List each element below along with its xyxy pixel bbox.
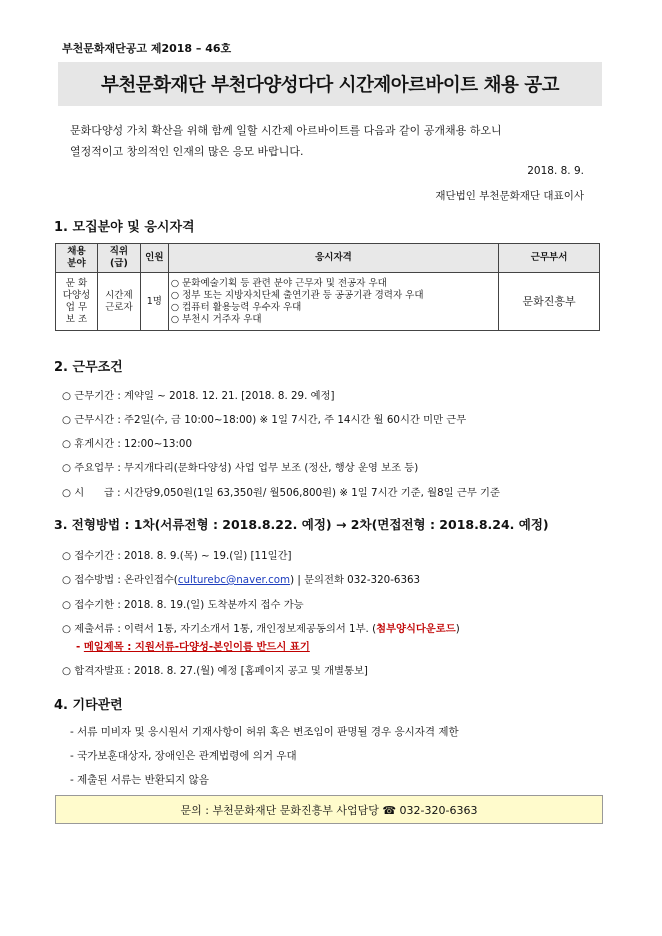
qual-item: ○ 정부 또는 지방자치단체 출연기관 등 공공기관 경력자 우대 [170,289,424,301]
mail-title-note [76,638,310,653]
cell-quals [168,273,498,331]
contact-box: 문의 : 부천문화재단 문화진흥부 사업담당 ☎ 032-320-6363 [55,795,603,824]
email-link[interactable]: culturebc@naver.com [177,574,291,586]
other-item: - 서류 미비자 및 응시원서 기재사항이 허위 혹은 변조임이 판명될 경우 응시자격 제한 [70,726,459,738]
intro-line-1: 문화다양성 가치 확산을 위해 함께 일할 시간제 아르바이트를 다음과 같이 공개채용 하오니 [70,124,502,137]
application-method-prefix: ○ 접수방법 : 온라인접수( [62,574,178,586]
issuer: 재단법인 부천문화재단 대표이사 [435,190,584,202]
mail-title-text: 메일제목 : 지원서류-다양성-본인이름 반드시 표기 [83,641,310,653]
work-hours: ○ 근무시간 : 주2일(수, 금 10:00~18:00) ※ 1일 7시간, 주 14시간 월 60시간 미만 근무 [62,414,467,426]
other-item: - 국가보훈대상자, 장애인은 관계법령에 의거 우대 [70,750,297,762]
application-method [62,571,420,586]
cell-position: 시간제 근로자 [97,273,140,331]
col-header-position: 직위 (급) [97,244,140,273]
application-period: ○ 접수기간 : 2018. 8. 9.(목) ~ 19.(일) [11일간] [62,550,292,562]
qual-item: ○ 컴퓨터 활용능력 우수자 우대 [170,301,302,313]
mail-title-dash: - [76,641,84,653]
main-duties: ○ 주요업무 : 무지개다리(문화다양성) 사업 업무 보조 (정산, 행상 운영 보조 등) [62,462,419,474]
section-3-heading: 3. 전형방법 : 1차(서류전형 : 2018.8.22. 예정) → 2차(면접전형 : 2018.8.24. 예정) [54,517,549,532]
result-announcement: ○ 합격자발표 : 2018. 8. 27.(월) 예정 [홈페이지 공고 및 개별통보] [62,665,368,677]
qual-item: ○ 문화예술기획 등 관련 분야 근무자 및 전공자 우대 [170,277,387,289]
qual-item: ○ 부천시 거주자 우대 [170,313,262,325]
application-deadline: ○ 접수기한 : 2018. 8. 19.(일) 도착분까지 접수 가능 [62,599,304,611]
notice-date: 2018. 8. 9. [527,165,584,177]
section-1-heading: 1. 모집분야 및 응시자격 [54,220,195,235]
required-documents [62,620,460,635]
application-method-suffix: ) | 문의전화 032-320-6363 [290,574,421,586]
notice-number: 부천문화재단공고 제2018 – 46호 [62,42,232,55]
other-item: - 제출된 서류는 반환되지 않음 [70,774,209,786]
section-2-heading: 2. 근무조건 [54,360,123,375]
required-documents-prefix: ○ 제출서류 : 이력서 1통, 자기소개서 1통, 개인정보제공동의서 1부. ( [62,623,377,635]
intro-paragraph [70,120,592,162]
cell-count: 1명 [140,273,168,331]
hourly-wage: ○ 시 급 : 시간당9,050원(1일 63,350원/ 월506,800원) ※ 1일 7시간 기준, 월8일 근무 기준 [62,487,500,499]
break-time: ○ 휴게시간 : 12:00~13:00 [62,438,193,450]
recruit-table [55,243,600,331]
col-header-dept: 근무부서 [499,244,600,273]
cell-field: 문 화 다양성 업 무 보 조 [56,273,98,331]
cell-dept: 문화진흥부 [499,273,600,331]
work-period: ○ 근무기간 : 계약일 ~ 2018. 12. 21. [2018. 8. 29. 예정] [62,390,335,402]
intro-line-2: 열정적이고 창의적인 인재의 많은 응모 바랍니다. [70,145,304,158]
section-4-heading: 4. 기타관련 [54,698,123,713]
col-header-count: 인원 [140,244,168,273]
attachment-download-link[interactable]: 첨부양식다운로드 [376,623,456,635]
page-title: 부천문화재단 부천다양성다다 시간제아르바이트 채용 공고 [58,62,602,106]
table-header-row [56,244,600,273]
table-row [56,273,600,331]
col-header-field: 채용 분야 [56,244,98,273]
required-documents-suffix: ) [455,623,460,635]
col-header-quals: 응시자격 [168,244,498,273]
